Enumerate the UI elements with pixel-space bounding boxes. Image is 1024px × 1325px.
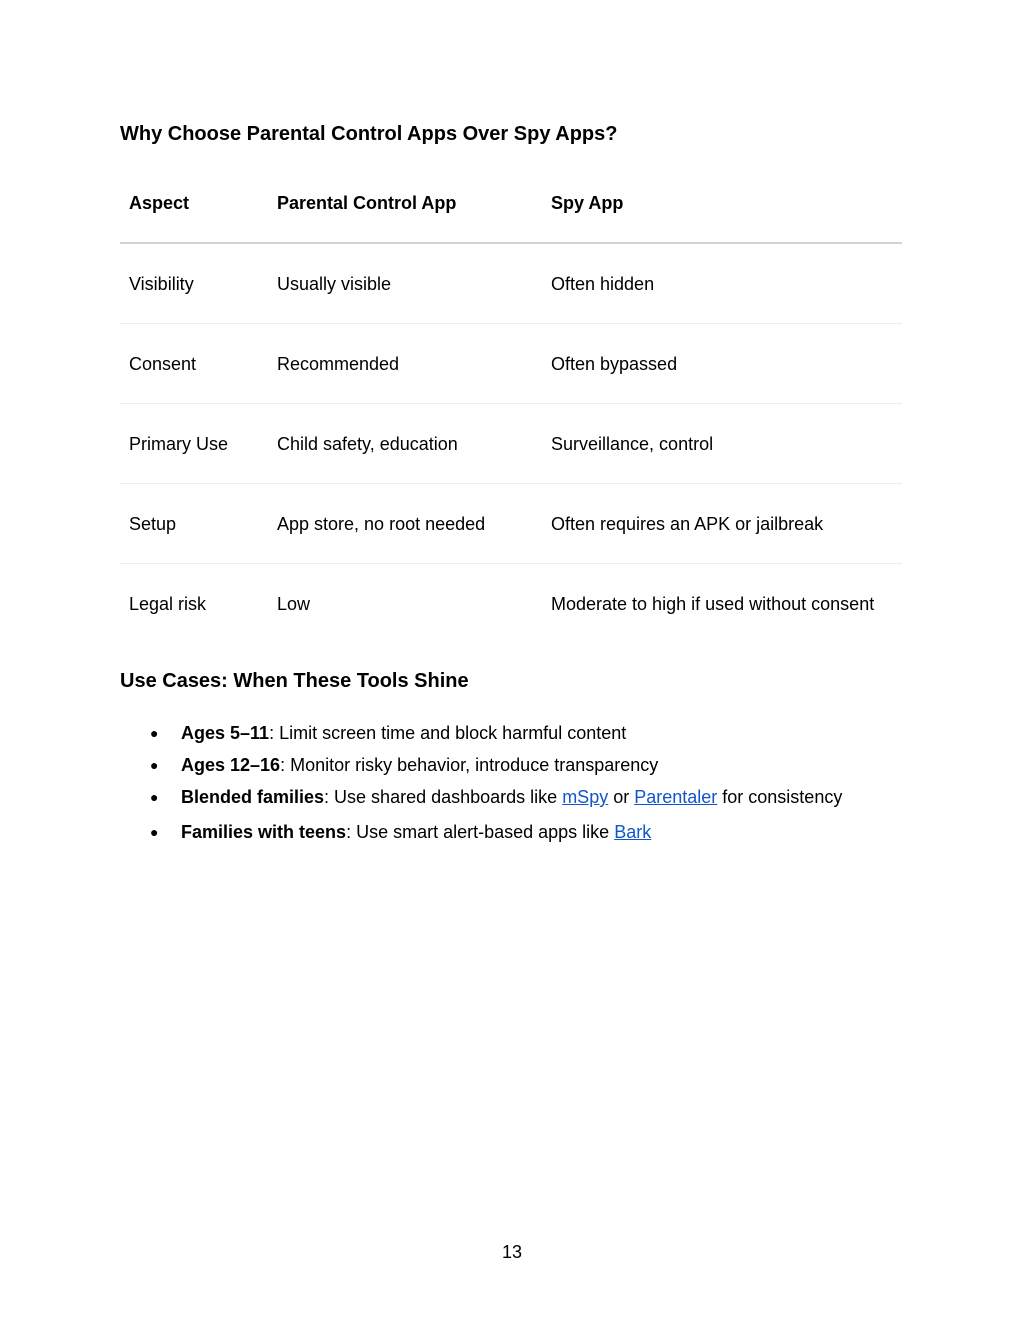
- table-cell: App store, no root needed: [277, 513, 486, 534]
- table-cell: Consent: [129, 353, 197, 374]
- table-cell: Setup: [129, 513, 177, 534]
- table-cell: Often requires an APK or jailbreak: [551, 513, 824, 534]
- list-item-text: for consistency: [717, 787, 843, 807]
- list-item-label: Families with teens: [181, 822, 347, 842]
- table-cell: Primary Use: [129, 433, 229, 454]
- list-item: [150, 786, 842, 821]
- list-item-label: Blended families: [181, 787, 325, 807]
- list-item-text: : Use shared dashboards like: [324, 787, 563, 807]
- list-item-label: Ages 5–11: [181, 723, 270, 743]
- section-heading-comparison: Why Choose Parental Control Apps Over Spy Apps?: [120, 123, 618, 145]
- bullet-marker: ●: [150, 789, 159, 805]
- column-header-aspect: Aspect: [129, 193, 190, 213]
- list-item-text: : Limit screen time and block harmful content: [269, 723, 627, 743]
- column-header-spy-app: Spy App: [551, 193, 624, 213]
- page-number: 13: [501, 1242, 523, 1262]
- list-item-label: Ages 12–16: [181, 755, 281, 775]
- list-item: [150, 754, 842, 786]
- table-header-row: [120, 164, 902, 244]
- table-cell: Usually visible: [277, 273, 392, 294]
- table-row: [120, 244, 902, 324]
- parentaler-link[interactable]: Parentaler: [634, 787, 718, 807]
- table-cell: Often bypassed: [551, 353, 678, 374]
- use-cases-list: [150, 722, 842, 853]
- table-row: [120, 564, 902, 644]
- list-item-text: : Use smart alert-based apps like: [346, 822, 615, 842]
- list-item-text: : Monitor risky behavior, introduce transparency: [280, 755, 659, 775]
- mspy-link[interactable]: mSpy: [562, 787, 609, 807]
- table-cell: Moderate to high if used without consent: [551, 594, 875, 614]
- table-row: [120, 484, 902, 564]
- bullet-marker: ●: [150, 725, 159, 741]
- table-cell: Child safety, education: [277, 433, 458, 454]
- table-cell: Low: [277, 594, 311, 614]
- comparison-table: [120, 164, 902, 644]
- table-cell: Surveillance, control: [551, 433, 714, 454]
- bark-link[interactable]: Bark: [614, 822, 652, 842]
- table-cell: Legal risk: [129, 594, 207, 614]
- table-row: [120, 324, 902, 404]
- table-cell: Recommended: [277, 353, 400, 374]
- section-heading-use-cases: Use Cases: When These Tools Shine: [120, 670, 469, 692]
- list-item: [150, 821, 842, 853]
- table-cell: Visibility: [129, 273, 194, 294]
- table-row: [120, 404, 902, 484]
- bullet-marker: ●: [150, 824, 159, 840]
- list-item: [150, 722, 842, 754]
- table-cell: Often hidden: [551, 273, 655, 294]
- list-item-text: or: [608, 787, 635, 807]
- column-header-parental-control-app: Parental Control App: [277, 193, 457, 213]
- bullet-marker: ●: [150, 757, 159, 773]
